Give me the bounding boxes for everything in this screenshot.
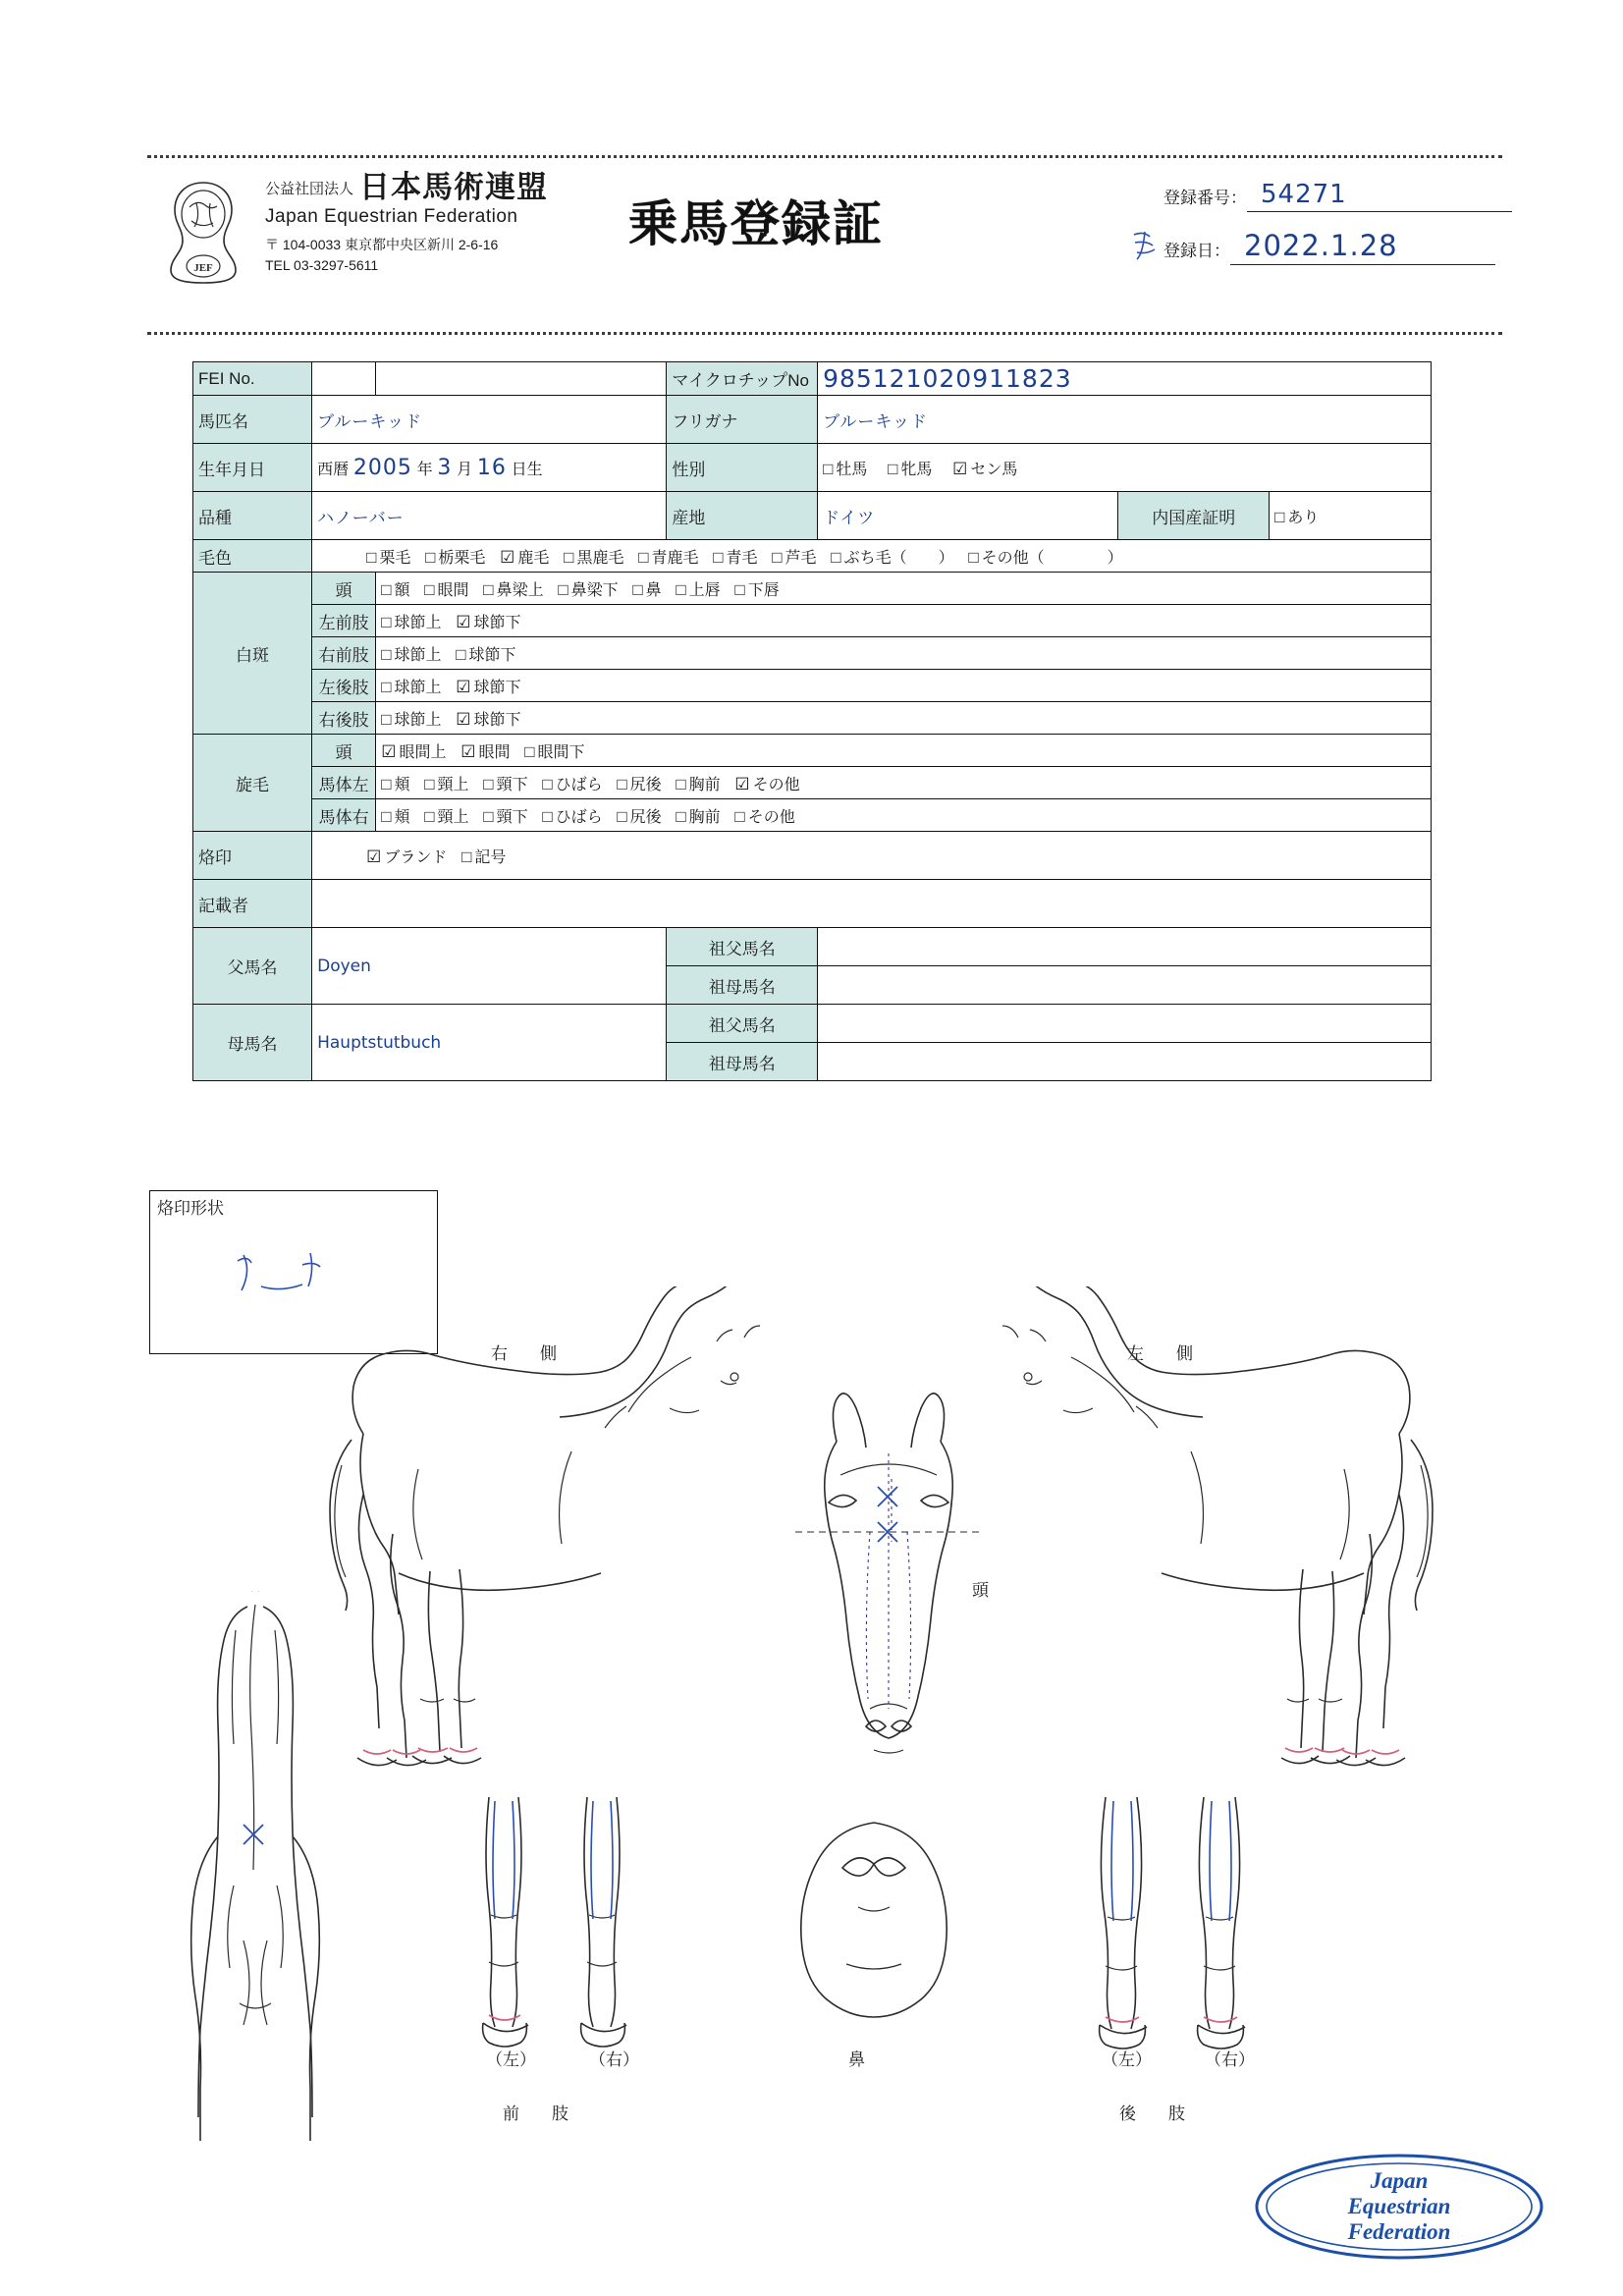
birth-prefix: 西暦	[317, 461, 350, 478]
sex-options-cell	[818, 444, 1432, 492]
origin-label: 産地	[667, 492, 818, 540]
table-row-fei	[193, 362, 1432, 396]
renewal-stamp	[1129, 229, 1164, 258]
white-mark-part-right-front: 右前肢	[312, 637, 376, 670]
wm-rr-below[interactable]: ☑ 球節下	[456, 709, 521, 729]
whorl-l-neck-lower[interactable]: □ 頸下	[483, 774, 528, 793]
jef-logo-icon	[157, 180, 251, 286]
wm-head-joshin[interactable]: □ 上唇	[676, 579, 721, 599]
wm-head-kashin[interactable]: □ 下唇	[734, 579, 780, 599]
svg-text:JEF: JEF	[193, 262, 213, 274]
whorl-l-cheek[interactable]: □ 頬	[381, 774, 410, 793]
dam-grandsire-value	[818, 1005, 1432, 1043]
coat-option-ashige-label: 芦毛	[784, 549, 817, 567]
coat-option-aokage-label: 青鹿毛	[651, 549, 699, 567]
sire-grandsire-value	[818, 928, 1432, 966]
whorl-head-options	[376, 735, 1432, 767]
table-row-whorl-left	[193, 767, 1432, 799]
microchip-label: マイクロチップNo	[667, 362, 818, 396]
wm-head-biryo-ka[interactable]: □ 鼻梁下	[558, 579, 619, 599]
whorl-part-body-right: 馬体右	[312, 799, 376, 832]
brand-label: 烙印	[193, 832, 312, 880]
muzzle-figure	[785, 1817, 962, 2023]
wm-head-hana[interactable]: □ 鼻	[632, 579, 662, 599]
front-limbs-figure	[461, 1797, 648, 2052]
breed-value: ハノーバー	[312, 492, 667, 540]
origin-value: ドイツ	[818, 492, 1118, 540]
sire-label: 父馬名	[193, 928, 312, 1005]
bottom-dotted-rule	[147, 332, 1502, 335]
dam-label: 母馬名	[193, 1005, 312, 1081]
domestic-cert-cell[interactable]	[1270, 492, 1432, 540]
domestic-cert-label: 内国産証明	[1118, 492, 1270, 540]
table-row-name	[193, 396, 1432, 444]
coat-option-kage[interactable]: ☑ 鹿毛	[500, 547, 550, 567]
sex-option-male[interactable]: □ 牡馬	[823, 459, 868, 478]
nose-label: 鼻	[848, 2050, 865, 2069]
sire-granddam-label: 祖母馬名	[667, 966, 818, 1005]
org-telephone: TEL 03-3297-5611	[265, 257, 379, 273]
fei-no-label: FEI No.	[193, 362, 312, 396]
birth-day: 16	[476, 455, 507, 480]
wm-head-gankan[interactable]: □ 眼間	[424, 579, 469, 599]
whorl-r-flank[interactable]: □ ひばら	[542, 806, 603, 826]
sex-label: 性別	[667, 444, 818, 492]
dam-value: Hauptstutbuch	[312, 1005, 667, 1081]
whorl-head-above[interactable]: ☑ 眼間上	[381, 741, 447, 761]
org-name-ja: 日本馬術連盟	[359, 170, 549, 204]
whorl-r-chest[interactable]: □ 胸前	[676, 806, 721, 826]
white-mark-part-left-rear: 左後肢	[312, 670, 376, 702]
whorl-label: 旋毛	[193, 735, 312, 832]
white-mark-label: 白斑	[193, 573, 312, 735]
birth-year-unit: 年	[416, 461, 433, 478]
coat-option-ashige[interactable]: □ 芦毛	[772, 547, 817, 567]
rear-limb-label: 後 肢	[1119, 2105, 1193, 2123]
birth-day-unit: 日生	[511, 461, 543, 478]
table-row-breed	[193, 492, 1432, 540]
horse-name-value: ブルーキッド	[312, 396, 667, 444]
whorl-right-options	[376, 799, 1432, 832]
brand-shape-label: 烙印形状	[157, 1199, 224, 1218]
table-row-dam	[193, 1005, 1432, 1043]
table-row-whorl-head	[193, 735, 1432, 767]
white-mark-part-head: 頭	[312, 573, 376, 605]
registration-date-label: 登録日：	[1163, 242, 1230, 260]
coat-option-aokage[interactable]: □ 青鹿毛	[638, 547, 699, 567]
whorl-part-head: 頭	[312, 735, 376, 767]
sex-option-gelding-label: セン馬	[970, 461, 1018, 478]
recorder-value[interactable]	[312, 880, 1432, 928]
rear-right-label: （右）	[1205, 2050, 1255, 2069]
registration-number-value: 54271	[1247, 180, 1512, 212]
coat-option-kurige-label: 栗毛	[379, 549, 411, 567]
wm-lr-above[interactable]: □ 球節上	[381, 677, 442, 696]
white-mark-lr-options	[376, 670, 1432, 702]
whorl-r-rear[interactable]: □ 尻後	[617, 806, 662, 826]
rear-limbs-figure	[1078, 1797, 1265, 2052]
table-row-whorl-right	[193, 799, 1432, 832]
horse-details-table	[192, 361, 1432, 1081]
table-row-coat	[193, 540, 1432, 573]
coat-option-aoge[interactable]: □ 青毛	[713, 547, 758, 567]
brand-option-brand[interactable]: ☑ ブランド	[366, 847, 448, 866]
whorl-head-below[interactable]: □ 眼間下	[524, 741, 585, 761]
table-row-whitemark-head	[193, 573, 1432, 605]
birth-value-cell	[312, 444, 667, 492]
whorl-left-options	[376, 767, 1432, 799]
coat-option-other[interactable]: □ その他（ ）	[968, 547, 1123, 567]
fei-indent-cell	[312, 362, 376, 396]
horse-name-label: 馬匹名	[193, 396, 312, 444]
horse-head-front-figure	[776, 1385, 1001, 1777]
whorl-l-flank[interactable]: □ ひばら	[542, 774, 603, 793]
white-mark-part-left-front: 左前肢	[312, 605, 376, 637]
rear-left-label: （左）	[1102, 2050, 1152, 2069]
sex-option-male-label: 牡馬	[836, 461, 868, 478]
head-label: 頭	[972, 1581, 989, 1600]
birth-label: 生年月日	[193, 444, 312, 492]
table-row-whitemark-rf	[193, 637, 1432, 670]
domestic-cert-option[interactable]: □ あり	[1274, 507, 1320, 526]
org-name-en: Japan Equestrian Federation	[265, 206, 518, 227]
coat-option-kurokage[interactable]: □ 黒鹿毛	[564, 547, 624, 567]
coat-option-buchige-label: ぶち毛（ ）	[843, 549, 954, 567]
whorl-l-rear[interactable]: □ 尻後	[617, 774, 662, 793]
microchip-value: 985121020911823	[818, 362, 1432, 396]
coat-option-tochikurige-label: 栃栗毛	[438, 549, 486, 567]
brand-options-cell	[312, 832, 1432, 880]
whorl-part-body-left: 馬体左	[312, 767, 376, 799]
sex-option-female[interactable]: □ 牝馬	[888, 459, 933, 478]
furigana-label: フリガナ	[667, 396, 818, 444]
table-row-sire	[193, 928, 1432, 966]
whorl-r-cheek[interactable]: □ 頬	[381, 806, 410, 826]
sire-value: Doyen	[312, 928, 667, 1005]
svg-text:Federation: Federation	[1347, 2219, 1451, 2244]
registration-number-label: 登録番号：	[1163, 189, 1247, 207]
coat-option-kurokage-label: 黒鹿毛	[576, 549, 624, 567]
table-row-birth	[193, 444, 1432, 492]
dam-granddam-value	[818, 1043, 1432, 1081]
coat-option-kurige[interactable]: □ 栗毛	[366, 547, 411, 567]
table-row-whitemark-rr	[193, 702, 1432, 735]
front-limb-label: 前 肢	[503, 2105, 576, 2123]
org-prefix: 公益社団法人	[265, 181, 354, 197]
sire-grandsire-label: 祖父馬名	[667, 928, 818, 966]
breed-label: 品種	[193, 492, 312, 540]
recorder-label: 記載者	[193, 880, 312, 928]
coat-option-aoge-label: 青毛	[726, 549, 758, 567]
brand-option-symbol[interactable]: □ 記号	[461, 847, 507, 866]
left-side-label: 左 側	[1127, 1344, 1201, 1363]
white-mark-rr-options	[376, 702, 1432, 735]
dam-granddam-label: 祖母馬名	[667, 1043, 818, 1081]
sex-option-gelding[interactable]: ☑ セン馬	[952, 459, 1018, 478]
wm-rr-above[interactable]: □ 球節上	[381, 709, 442, 729]
table-row-whitemark-lf	[193, 605, 1432, 637]
birth-month-unit: 月	[457, 461, 473, 478]
wm-head-gaku[interactable]: □ 額	[381, 579, 410, 599]
dam-grandsire-label: 祖父馬名	[667, 1005, 818, 1043]
sire-granddam-value	[818, 966, 1432, 1005]
organization-block	[265, 172, 638, 273]
horse-rear-view-figure	[157, 1591, 353, 2141]
coat-option-kage-label: 鹿毛	[517, 549, 550, 567]
whorl-head-between[interactable]: ☑ 眼間	[460, 741, 511, 761]
table-row-whitemark-lr	[193, 670, 1432, 702]
table-row-recorder	[193, 880, 1432, 928]
wm-lr-below[interactable]: ☑ 球節下	[456, 677, 521, 696]
wm-lf-below[interactable]: ☑ 球節下	[456, 612, 521, 631]
whorl-r-neck-lower[interactable]: □ 頸下	[483, 806, 528, 826]
birth-month: 3	[437, 455, 453, 480]
coat-label: 毛色	[193, 540, 312, 573]
fei-no-value	[376, 362, 667, 396]
org-address: 〒 104-0033 東京都中央区新川 2-6-16	[265, 237, 499, 252]
whorl-l-neck-upper[interactable]: □ 頸上	[424, 774, 469, 793]
jef-official-seal	[1252, 2151, 1546, 2264]
front-right-label: （右）	[589, 2050, 639, 2069]
document-title: 乗馬登録証	[628, 196, 884, 251]
whorl-r-other[interactable]: □ その他	[734, 806, 795, 826]
front-left-label: （左）	[486, 2050, 536, 2069]
coat-option-tochikurige[interactable]: □ 栃栗毛	[425, 547, 486, 567]
registration-number-row	[1163, 180, 1512, 212]
wm-head-biryo-jo[interactable]: □ 鼻梁上	[483, 579, 544, 599]
white-mark-lf-options	[376, 605, 1432, 637]
wm-rf-above[interactable]: □ 球節上	[381, 644, 442, 664]
right-side-label: 右 側	[491, 1344, 565, 1363]
coat-options-cell	[312, 540, 1432, 573]
top-dotted-rule	[147, 155, 1502, 158]
coat-option-buchige[interactable]: □ ぶち毛（ ）	[831, 547, 954, 567]
registration-date-value: 2022.1.28	[1230, 229, 1495, 265]
svg-text:Japan: Japan	[1370, 2168, 1429, 2193]
whorl-r-neck-upper[interactable]: □ 頸上	[424, 806, 469, 826]
document-header	[147, 172, 1502, 300]
birth-year: 2005	[352, 455, 412, 480]
white-mark-head-options	[376, 573, 1432, 605]
whorl-l-chest[interactable]: □ 胸前	[676, 774, 721, 793]
white-mark-part-right-rear: 右後肢	[312, 702, 376, 735]
whorl-l-other[interactable]: ☑ その他	[734, 774, 800, 793]
white-mark-rf-options	[376, 637, 1432, 670]
registration-date-row	[1163, 229, 1495, 265]
wm-lf-above[interactable]: □ 球節上	[381, 612, 442, 631]
coat-option-other-label: その他（ ）	[981, 549, 1123, 567]
svg-text:Equestrian: Equestrian	[1347, 2194, 1451, 2218]
wm-rf-below[interactable]: □ 球節下	[456, 644, 516, 664]
furigana-value: ブルーキッド	[818, 396, 1432, 444]
domestic-cert-option-label: あり	[1287, 509, 1320, 526]
sex-option-female-label: 牝馬	[900, 461, 933, 478]
horse-diagrams	[0, 1208, 1623, 2190]
table-row-brand	[193, 832, 1432, 880]
